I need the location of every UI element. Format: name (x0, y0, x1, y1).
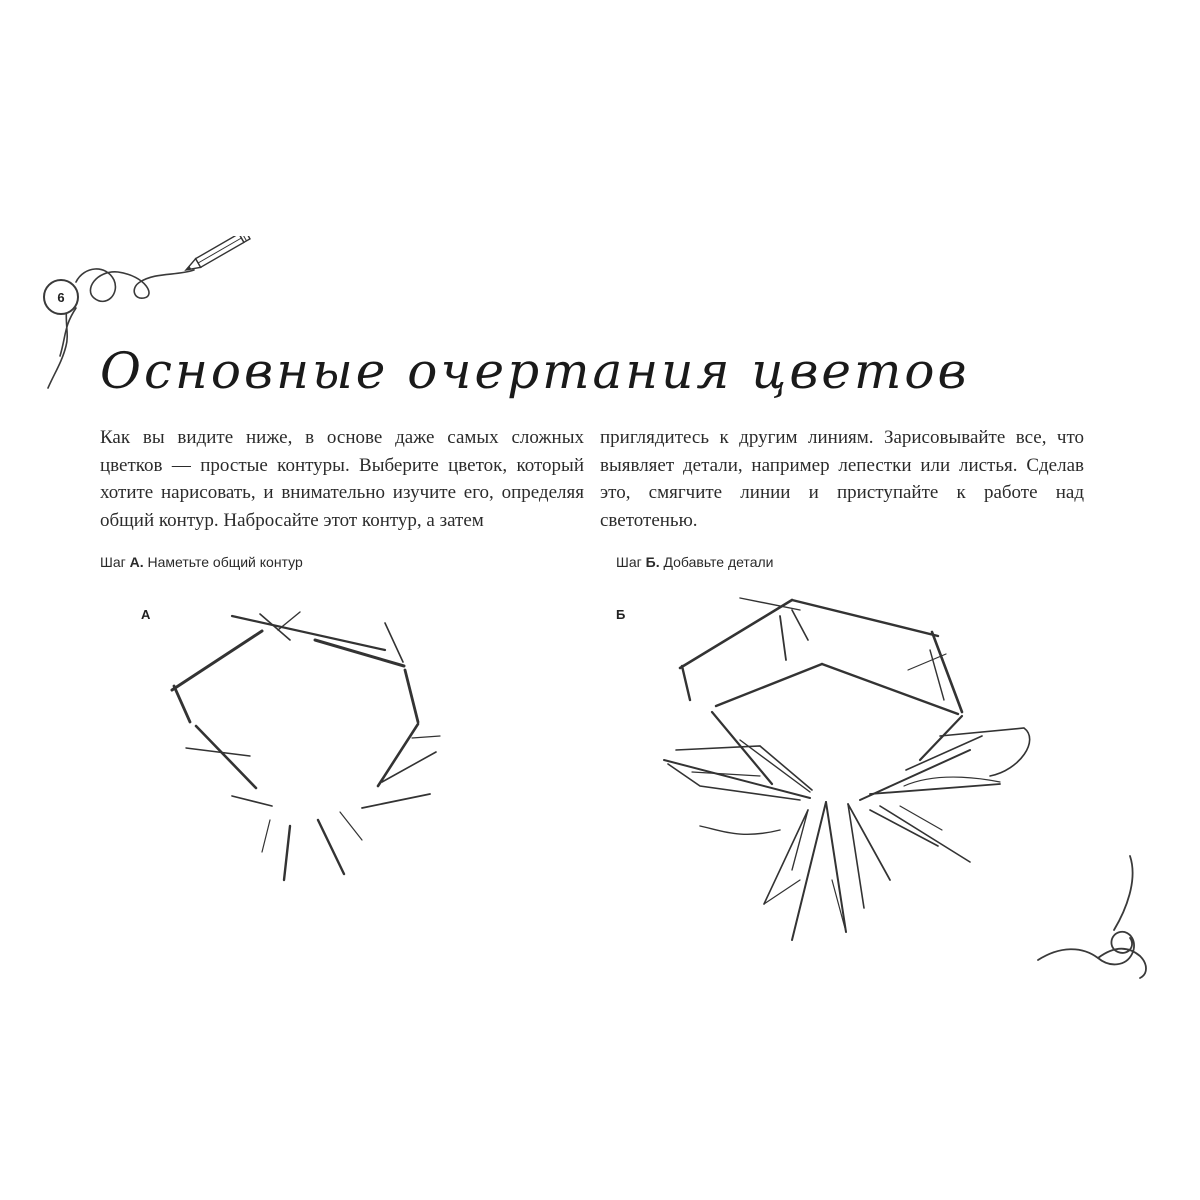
figure-a-letter: А (141, 607, 151, 622)
step-b-letter: Б. (645, 554, 660, 570)
step-a-prefix: Шаг (100, 554, 126, 570)
step-a-caption (100, 554, 303, 570)
swirl-ornament (1030, 850, 1160, 980)
page-number: 6 (43, 279, 79, 315)
pencil-icon (184, 236, 250, 274)
sketch-b-details (650, 580, 1050, 960)
body-text-left: Как вы видите ниже, в основе даже самых сложных цветков — простые контуры. Выберите цветок, который хотите нарисовать, и внимательно изучите его, определяя общий контур. Набросайте этот контур, а затем (100, 427, 584, 531)
step-b-caption (616, 554, 773, 570)
step-b-text: Добавьте детали (663, 554, 774, 570)
figure-b-letter: Б (616, 607, 626, 622)
step-a-text: Наметьте общий контур (147, 554, 303, 570)
page-title: Основные очертания цветов (100, 342, 970, 400)
body-text-right: приглядитесь к другим линиям. Зарисовывайте все, что выявляет детали, например лепестки или листья. Сделав это, смягчите линии и приступайте к работе над светотенью. (600, 427, 1084, 531)
step-a-letter: А. (129, 554, 144, 570)
step-b-prefix: Шаг (616, 554, 642, 570)
sketch-a-outline (150, 590, 470, 890)
